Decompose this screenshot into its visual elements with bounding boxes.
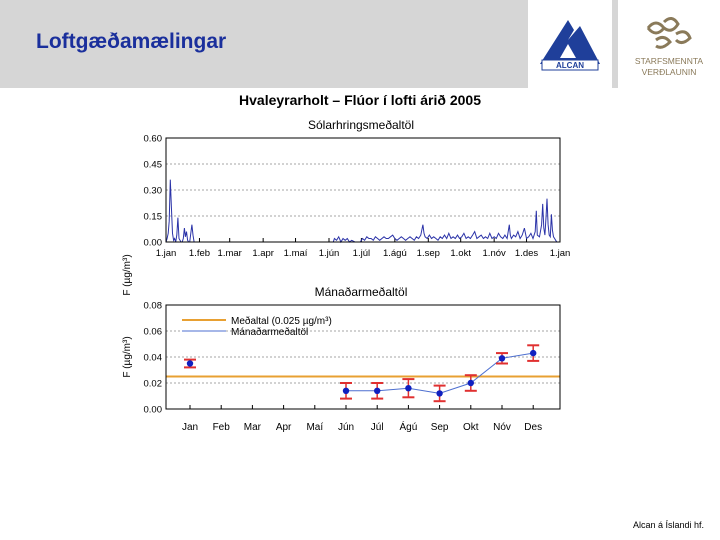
monthly-data-point bbox=[374, 388, 380, 394]
daily-series-line bbox=[166, 180, 560, 242]
daily-x-tick-label: 1.okt bbox=[450, 248, 471, 259]
monthly-chart-title: Mánaðarmeðaltöl bbox=[314, 285, 408, 299]
monthly-x-tick-label: Júl bbox=[370, 422, 384, 433]
monthly-y-tick-label: 0.04 bbox=[143, 352, 162, 364]
daily-y-tick-label: 0.45 bbox=[143, 159, 162, 171]
starfsmennta-line1: STARFSMENNTA bbox=[634, 56, 704, 66]
daily-y-tick-label: 0.00 bbox=[143, 237, 162, 249]
alcan-logo-text: ALCAN bbox=[556, 61, 584, 70]
starfsmennta-emblem-logo-icon bbox=[618, 0, 720, 88]
daily-x-tick-label: 1.sep bbox=[416, 248, 440, 259]
footer-text: Alcan á Íslandi hf. bbox=[632, 520, 704, 530]
daily-x-tick-label: 1.jan bbox=[155, 248, 177, 259]
daily-chart-title: Sólarhringsmeðaltöl bbox=[307, 118, 415, 132]
alcan-mountain-logo-icon bbox=[528, 0, 612, 88]
daily-x-tick-label: 1.ágú bbox=[382, 248, 407, 259]
daily-x-tick-label: 1.maí bbox=[283, 248, 308, 259]
monthly-x-tick-label: Okt bbox=[463, 422, 479, 433]
monthly-legend bbox=[182, 315, 332, 338]
daily-x-tick-label: 1.des bbox=[514, 248, 539, 259]
daily-x-tick-label: 1.jún bbox=[318, 248, 340, 259]
monthly-data-point bbox=[343, 388, 349, 394]
daily-y-axis-label: F (µg/m³) bbox=[122, 254, 133, 296]
monthly-x-tick-label: Des bbox=[524, 422, 543, 433]
daily-x-tick-label: 1.feb bbox=[188, 248, 211, 259]
slide-title: Loftgæðamælingar bbox=[36, 30, 227, 53]
daily-x-tick-label: 1.apr bbox=[252, 248, 274, 259]
monthly-x-tick-label: Jún bbox=[337, 422, 355, 433]
figure-title: Hvaleyrarholt – Flúor í lofti árið 2005 bbox=[239, 92, 481, 108]
monthly-data-point bbox=[530, 350, 536, 356]
monthly-x-tick-label: Jan bbox=[181, 422, 199, 433]
daily-x-tick-label: 1.júl bbox=[352, 248, 371, 259]
daily-chart bbox=[122, 118, 570, 296]
monthly-y-tick-label: 0.00 bbox=[143, 404, 162, 416]
daily-x-tick-label: 1.mar bbox=[217, 248, 242, 259]
monthly-data-point bbox=[187, 360, 193, 366]
monthly-x-tick-label: Nóv bbox=[493, 422, 511, 433]
monthly-y-tick-label: 0.06 bbox=[143, 326, 162, 338]
monthly-y-tick-label: 0.08 bbox=[143, 300, 162, 312]
monthly-data-point bbox=[405, 385, 411, 391]
starfsmennta-logo bbox=[618, 0, 720, 88]
figure bbox=[0, 88, 720, 528]
monthly-y-tick-label: 0.02 bbox=[143, 378, 162, 390]
daily-y-tick-label: 0.30 bbox=[143, 185, 162, 197]
monthly-x-tick-label: Mar bbox=[243, 422, 262, 433]
legend-mean-label: Meðaltal (0.025 µg/m³) bbox=[231, 316, 332, 327]
daily-x-tick-label: 1.jan bbox=[549, 248, 571, 259]
alcan-logo bbox=[528, 0, 612, 88]
monthly-data-point bbox=[468, 380, 474, 386]
monthly-x-tick-label: Feb bbox=[212, 422, 230, 433]
daily-x-tick-label: 1.nóv bbox=[482, 248, 506, 259]
monthly-x-tick-label: Maí bbox=[306, 422, 324, 433]
daily-y-tick-label: 0.60 bbox=[143, 133, 162, 145]
monthly-data-point bbox=[436, 390, 442, 396]
monthly-x-tick-label: Apr bbox=[275, 422, 292, 433]
monthly-data-point bbox=[499, 355, 505, 361]
daily-y-tick-label: 0.15 bbox=[143, 211, 162, 223]
legend-series-label: Mánaðarmeðaltöl bbox=[231, 327, 309, 338]
monthly-x-tick-label: Sep bbox=[430, 422, 449, 433]
monthly-chart bbox=[122, 285, 560, 433]
starfsmennta-line2: VERÐLAUNIN bbox=[641, 67, 697, 77]
monthly-y-axis-label: F (µg/m³) bbox=[122, 336, 133, 378]
monthly-x-tick-label: Ágú bbox=[399, 422, 418, 433]
